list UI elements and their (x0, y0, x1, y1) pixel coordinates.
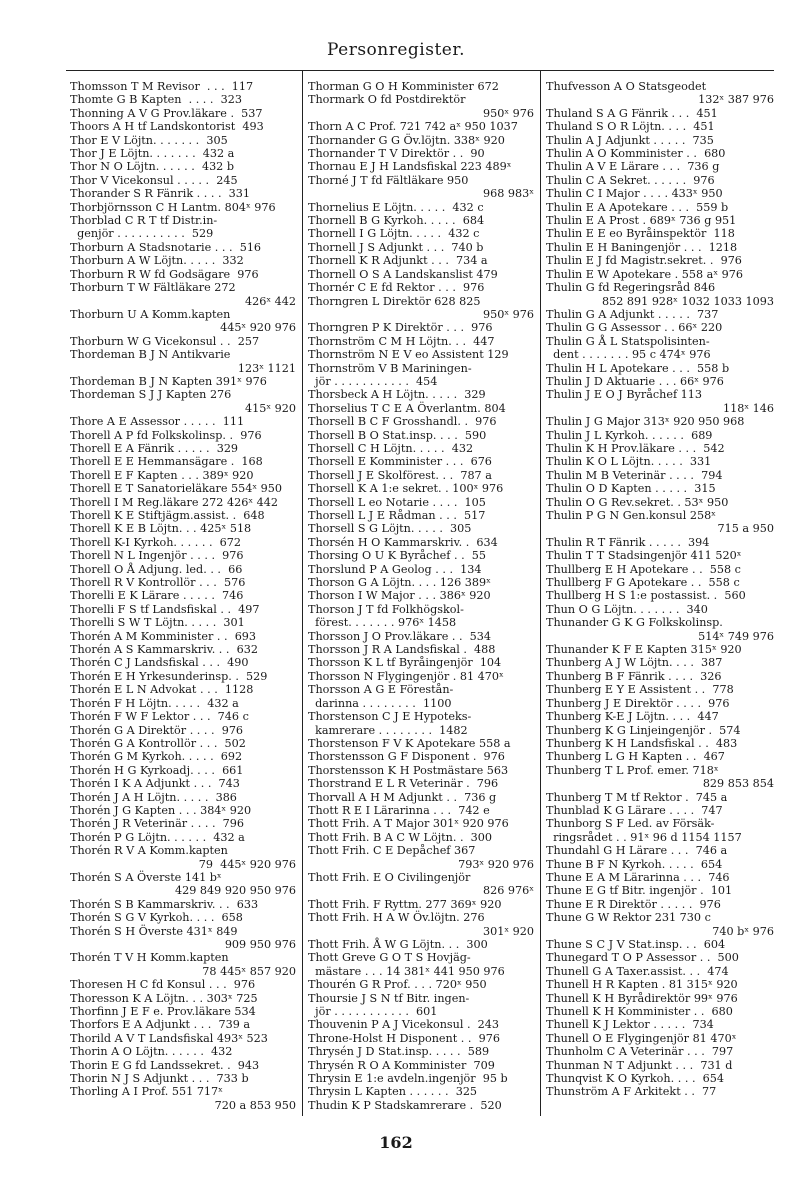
register-entry: Thorén G A Direktör . . . . 976 (70, 723, 244, 737)
register-entry: Thorstenson C J E Hypoteks- (308, 710, 472, 724)
register-entry-continuation: 415ˣ 920 (244, 401, 296, 415)
register-entry-continuation: 78 445ˣ 857 920 (202, 964, 296, 978)
register-entry: Thune S C J V Stat.insp. . . 604 (546, 938, 726, 951)
register-entry: Thorén S G V Kyrkoh. . . . 658 (70, 911, 243, 925)
register-entry: Thulin K O L Löjtn. . . . . 331 (546, 455, 712, 469)
register-entry: Thor E V Löjtn. . . . . . . 305 (70, 133, 228, 147)
register-entry: Thrysin L Kapten . . . . . . 325 (308, 1085, 478, 1099)
register-entry: Thorsson J R A Landsfiskal . 488 (308, 643, 496, 657)
register-entry: Thunberg L G H Kapten . . 467 (546, 750, 725, 764)
register-entry: Thorsing O U K Byråchef . . 55 (308, 549, 486, 563)
register-entry-continuation: 826 976ˣ (482, 884, 534, 898)
register-entry: Thun O G Löjtn. . . . . . . 340 (546, 602, 708, 616)
register-entry: Thorell E F Kapten . . . 389ˣ 920 (70, 468, 254, 482)
register-entry: Thore A E Assessor . . . . . 111 (70, 415, 245, 429)
register-entry: Thorén F H Löjtn. . . . . 432 a (70, 696, 239, 710)
register-entry: Thorsén H O Kammarskriv. . 634 (308, 535, 498, 549)
register-entry: Thorén G A Kontrollör . . . 502 (70, 736, 246, 750)
register-entry: Thorstensson G F Disponent . 976 (308, 750, 505, 764)
register-entry: Thott Frih. C E Depåchef 367 (308, 844, 476, 858)
register-entry: mästare . . . 14 381ˣ 441 950 976 (308, 964, 505, 978)
register-entry: Thorsell L J E Rådman . . . 517 (308, 509, 486, 522)
page-header-title: Personregister. (326, 40, 466, 60)
register-entry: Thorin N J S Adjunkt . . . 733 b (70, 1072, 249, 1086)
register-entry: Thorsson A G E Förestån- (308, 683, 454, 697)
register-entry: Thulin A J Adjunkt . . . . . 735 (546, 133, 714, 147)
register-entry: Thor J E Löjtn. . . . . . . 432 a (70, 147, 235, 161)
register-entry: Thornell B G Kyrkoh. . . . . 684 (308, 214, 485, 228)
register-entry: Thulin R T Fänrik . . . . . 394 (546, 535, 710, 549)
register-entry: Thoursie J S N tf Bitr. ingen- (308, 991, 470, 1005)
register-entry: Thott Frih. B A C W Löjtn. . 300 (308, 830, 493, 844)
register-entry: Thulin E A Apotekare . . . 559 b (546, 200, 729, 214)
register-entry: Thulin E E eo Byråinspektör 118 (546, 227, 735, 241)
register-entry-continuation: 968 983ˣ (482, 187, 534, 201)
register-entry: Thrysén J D Stat.insp. . . . . 589 (308, 1045, 490, 1059)
register-entry: Thorell I M Reg.läkare 272 426ˣ 442 (70, 495, 278, 509)
register-entry: Thornell O S A Landskanslist 479 (308, 267, 498, 281)
register-entry: Thorild A V T Landsfiskal 493ˣ 523 (70, 1031, 268, 1045)
register-entry: Thorin A O Löjtn. . . . . . 432 (70, 1045, 233, 1059)
register-entry: Thuland S A G Fänrik . . . 451 (546, 106, 718, 120)
register-entry: Thorsell C H Löjtn. . . . . 432 (308, 441, 474, 455)
register-entry: Thorén J R Veterinär . . . . 796 (70, 817, 245, 831)
register-entry: Thorell R V Kontrollör . . . 576 (70, 576, 246, 590)
register-entry: Thorelli F S tf Landsfiskal . . 497 (70, 602, 260, 616)
register-entry-continuation: 514ˣ 749 976 (698, 629, 774, 643)
register-entry: Thulin G Å L Statspolisinten- (546, 334, 710, 348)
register-entry: Thorén S A Överste 141 bˣ (70, 870, 222, 884)
register-entry: Thudin K P Stadskamrerare . 520 (308, 1098, 502, 1112)
register-entry: förest. . . . . . . 976ˣ 1458 (308, 616, 457, 630)
register-entry: Thorén S H Överste 431ˣ 849 (70, 924, 238, 938)
register-entry: Thorell K-I Kyrkoh. . . . . . 672 (70, 535, 241, 549)
register-entry: Thulin G A Adjunkt . . . . . 737 (546, 307, 719, 321)
register-entry: Thulin E J fd Magistr.sekret. . 976 (546, 254, 742, 268)
register-entry: Thulin A O Komminister . . 680 (546, 147, 726, 161)
register-entry: Thorling A I Prof. 551 717ˣ (70, 1085, 223, 1099)
register-entry: Thunborg S F Led. av Försäk- (546, 817, 715, 831)
register-entry-continuation: 950ˣ 976 (482, 307, 534, 321)
register-entry: Thufvesson A O Statsgeodet (546, 80, 707, 93)
register-entry: Thulin E W Apotekare . 558 aˣ 976 (546, 267, 743, 281)
register-entry: Thorén F W F Lektor . . . 746 c (70, 710, 249, 724)
register-entry: Thorson G A Löjtn. . . . 126 389ˣ (308, 576, 491, 590)
register-entry: Thorsell S G Löjtn. . . . . 305 (308, 522, 472, 536)
column-divider-1 (302, 70, 303, 1116)
page-number: 162 (379, 1133, 413, 1152)
register-entry: Thouvenin P A J Vicekonsul . 243 (308, 1018, 500, 1032)
register-entry: Thorén G M Kyrkoh. . . . . 692 (70, 750, 243, 764)
register-entry: Throne-Holst H Disponent . . 976 (308, 1031, 500, 1045)
register-entry: Thorell K E B Löjtn. . . 425ˣ 518 (70, 522, 252, 536)
register-entry: Thrysén R O A Komminister 709 (308, 1058, 495, 1072)
register-entry: Thomsson T M Revisor . . . 117 (70, 80, 254, 93)
register-entry: Thunberg A J W Löjtn. . . . 387 (546, 656, 723, 670)
register-entry: Thorén J A H Löjtn. . . . . 386 (70, 790, 237, 804)
register-entry: Thorselius T C E A Överlantm. 804 (308, 401, 506, 415)
register-entry: Thulin M B Veterinär . . . . 794 (546, 468, 723, 482)
register-entry: Thundahl G H Lärare . . . 746 a (546, 844, 728, 858)
register-entry: Thorén E H Yrkesunderinsp. . 529 (70, 669, 268, 683)
register-entry: Thott Greve G O T S Hovjäg- (308, 951, 471, 965)
register-entry: Thor V Vicekonsul . . . . . 245 (70, 173, 238, 187)
register-entry: Thulin C I Major . . . . 433ˣ 950 (546, 187, 723, 201)
register-entry: Thornér C E fd Rektor . . . 976 (308, 281, 485, 295)
register-entry: Thulin T T Stadsingenjör 411 520ˣ (546, 549, 742, 563)
register-entry: Thordeman B J N Antikvarie (70, 348, 231, 362)
register-entry: Thunberg B F Fänrik . . . . 326 (546, 669, 722, 683)
register-entry: kamrerare . . . . . . . . 1482 (308, 723, 468, 737)
register-entry: Thorelli E K Lärare . . . . . 746 (70, 589, 244, 603)
register-entry: Thornström N E V eo Assistent 129 (308, 348, 509, 362)
register-entry: Thordeman B J N Kapten 391ˣ 976 (70, 374, 267, 388)
register-entry: Thorén C J Landsfiskal . . . 490 (70, 656, 249, 670)
register-entry: darinna . . . . . . . . 1100 (308, 696, 452, 710)
register-entry: Thuland S O R Löjtn. . . . 451 (546, 120, 715, 134)
register-entry: Thune B F N Kyrkoh. . . . . 654 (546, 857, 723, 871)
register-entry: Thunell K J Lektor . . . . . 734 (546, 1018, 714, 1032)
register-entry: Thorell K E Stiftjägm.assist. . 648 (70, 509, 265, 522)
register-entry: Thorsell L eo Notarie . . . . 105 (308, 495, 486, 509)
register-entry: Thorelli S W T Löjtn. . . . . 301 (70, 616, 245, 630)
register-entry: Thunholm C A Veterinär . . . 797 (546, 1045, 734, 1059)
register-entry: Thorén E L N Advokat . . . 1128 (70, 683, 254, 697)
register-entry: Thonning A V G Prov.läkare . 537 (70, 106, 263, 120)
register-entry: Thunblad K G Lärare . . . . 747 (546, 803, 723, 817)
register-entry-continuation: 429 849 920 950 976 (175, 884, 296, 898)
register-entry: Thornander T V Direktör . . 90 (308, 147, 485, 161)
column-divider-2 (540, 70, 541, 1116)
register-entry: Thorén I K A Adjunkt . . . 743 (70, 777, 240, 791)
register-entry: Thorn A C Prof. 721 742 aˣ 950 1037 (308, 120, 518, 134)
register-entry: Thorstenson F V K Apotekare 558 a (308, 736, 511, 750)
register-entry: Thorell A P fd Folkskolinsp. . 976 (70, 428, 262, 442)
register-entry: Thornander G G Öv.löjtn. 338ˣ 920 (308, 133, 505, 147)
register-entry-continuation: 852 891 928ˣ 1032 1033 1093 (602, 294, 774, 308)
register-entry: Thulin J G Major 313ˣ 920 950 968 (546, 415, 745, 429)
register-entry: Thorén P G Löjtn. . . . . . 432 a (70, 830, 245, 844)
register-entry: Thornström V B Mariningen- (308, 361, 472, 375)
register-entry: Thunström A F Arkitekt . . 77 (546, 1085, 717, 1099)
register-column-3 (546, 80, 774, 1099)
register-entry: Thorell N L Ingenjör . . . . 976 (70, 549, 244, 563)
register-entry: Thulin J L Kyrkoh. . . . . . 689 (546, 428, 713, 442)
register-entry: genjör . . . . . . . . . . 529 (70, 227, 214, 241)
register-entry: Thormark O fd Postdirektör (308, 93, 466, 107)
register-entry: Thunell H R Kapten . 81 315ˣ 920 (546, 978, 738, 992)
register-entry-continuation: 950ˣ 976 (482, 106, 534, 120)
register-entry: Thorsell B C F Grosshandl. . 976 (308, 415, 497, 429)
register-entry: Thulin A V E Lärare . . . 736 g (546, 160, 720, 174)
register-entry: Thott Frih. Å W G Löjtn. . . 300 (308, 938, 488, 951)
register-entry: Thunegard T O P Assessor . . 500 (546, 951, 739, 965)
register-entry-continuation: 715 a 950 (717, 522, 774, 536)
register-entry: Thornström C M H Löjtn. . . 447 (308, 334, 495, 348)
register-entry: Thott R E I Lärarinna . . . 742 e (308, 803, 490, 817)
register-entry: Thulin O G Rev.sekret. . 53ˣ 950 (546, 495, 729, 509)
register-entry: Thorné J T fd Fältläkare 950 (308, 173, 469, 187)
register-entry-continuation: 301ˣ 920 (482, 924, 534, 938)
register-entry: Thunberg K G Linjeingenjör . 574 (546, 723, 741, 737)
register-entry: Thornelius E Löjtn. . . . . 432 c (308, 200, 484, 214)
register-entry: Thrysin E 1:e avdeln.ingenjör 95 b (308, 1072, 508, 1086)
register-entry: Thorander S R Fänrik . . . . 331 (70, 187, 251, 201)
register-column-1 (70, 80, 296, 1112)
register-entry: Thorsell E Komminister . . . 676 (308, 455, 492, 469)
register-entry: jör . . . . . . . . . . . 601 (308, 1005, 438, 1019)
register-entry: Thune E G tf Bitr. ingenjör . 101 (546, 884, 733, 898)
register-entry: Thornell K R Adjunkt . . . 734 a (308, 254, 488, 268)
register-entry: Thunander K F E Kapten 315ˣ 920 (546, 643, 742, 657)
register-entry: Thunell O E Flygingenjör 81 470ˣ (546, 1031, 737, 1045)
register-entry: Thorngren L Direktör 628 825 (308, 294, 481, 308)
header-rule (66, 70, 774, 71)
register-entry: Thorén R V A Komm.kapten (70, 844, 228, 858)
register-entry: Thorén H G Kyrkoadj. . . . 661 (70, 763, 244, 777)
register-entry: Thott Frih. F Ryttm. 277 369ˣ 920 (308, 897, 502, 911)
register-entry: Thorén S B Kammarskriv. . . 633 (70, 897, 259, 911)
register-entry: Thornell I G Löjtn. . . . . 432 c (308, 227, 480, 241)
register-entry: Thunell K H Byrådirektör 99ˣ 976 (546, 991, 738, 1005)
register-entry: ringsrådet . . 91ˣ 96 d 1154 1157 (546, 830, 742, 844)
register-entry-continuation: 79 445ˣ 920 976 (198, 857, 296, 871)
register-entry-continuation: 132ˣ 387 976 (698, 93, 774, 107)
register-entry: Thorbjörnsson C H Lantm. 804ˣ 976 (70, 200, 276, 214)
register-entry: Thorfors E A Adjunkt . . . 739 a (70, 1018, 251, 1032)
register-entry: Thorburn A W Löjtn. . . . . 332 (70, 254, 244, 268)
register-entry-continuation: 118ˣ 146 (722, 401, 774, 415)
register-entry-continuation: 829 853 854 (702, 777, 774, 791)
register-entry: Thorstrand E L R Veterinär . 796 (308, 777, 499, 791)
register-entry: Thorvall A H M Adjunkt . . 736 g (308, 790, 497, 804)
register-entry: Thorén J G Kapten . . . 384ˣ 920 (70, 803, 252, 817)
register-entry: jör . . . . . . . . . . . 454 (308, 374, 438, 388)
register-entry: Thulin P G N Gen.konsul 258ˣ (546, 509, 716, 522)
register-entry: Thorstensson K H Postmästare 563 (308, 763, 509, 777)
register-entry: Thorell E E Hemmansägare . 168 (70, 455, 263, 469)
register-entry: Thulin E A Prost . 689ˣ 736 g 951 (546, 214, 737, 228)
register-entry-continuation: 123ˣ 1121 (237, 361, 296, 375)
register-entry: Thornell J S Adjunkt . . . 740 b (308, 240, 484, 254)
register-entry: Thulin E H Baningenjör . . . 1218 (546, 240, 738, 254)
register-entry: Thoresson K A Löjtn. . . 303ˣ 725 (70, 991, 258, 1005)
register-entry: Thunberg T L Prof. emer. 718ˣ (546, 763, 719, 777)
register-entry-continuation: 793ˣ 920 976 (458, 857, 534, 871)
register-entry: Thott Frih. H A W Öv.löjtn. 276 (308, 911, 485, 925)
register-entry: Thorburn W G Vicekonsul . . 257 (70, 334, 260, 348)
register-entry: Thorsell K A 1:e sekret. . 100ˣ 976 (308, 482, 504, 496)
register-entry: Thorsson K L tf Byråingenjör 104 (308, 656, 502, 670)
register-entry: Thorburn A Stadsnotarie . . . 516 (70, 240, 262, 254)
register-entry: Thunberg K-E J Löjtn. . . . 447 (546, 710, 719, 724)
register-entry: Thulin K H Prov.läkare . . . 542 (546, 441, 725, 455)
register-column-2 (308, 80, 534, 1112)
register-entry: Thorslund P A Geolog . . . 134 (308, 562, 482, 576)
register-entry: Thunell K H Komminister . . 680 (546, 1005, 733, 1019)
register-entry: Thullberg F G Apotekare . . 558 c (546, 576, 740, 590)
register-entry: Thulin J D Aktuarie . . . 66ˣ 976 (546, 374, 724, 388)
register-entry: Thulin C A Sekret. . . . . . 976 (546, 173, 715, 187)
register-entry: Thorén A S Kammarskriv. . . 632 (70, 643, 258, 657)
register-entry: Thorfinn J E F e. Prov.läkare 534 (70, 1005, 256, 1019)
register-entry-continuation: 720 a 853 950 (214, 1098, 296, 1112)
register-entry: Thorsell B O Stat.insp. . . . 590 (308, 428, 487, 442)
register-entry: Thunell G A Taxer.assist. . . 474 (546, 964, 729, 978)
register-entry: Thor N O Löjtn. . . . . . 432 b (70, 160, 235, 174)
register-entry: Thune G W Rektor 231 730 c (546, 911, 711, 925)
register-entry: Thoors A H tf Landskontorist 493 (70, 120, 264, 134)
register-entry: Thorburn U A Komm.kapten (70, 307, 231, 321)
register-entry: Thullberg E H Apotekare . . 558 c (546, 562, 741, 576)
register-entry: Thorburn R W fd Godsägare 976 (70, 267, 259, 281)
register-entry: Thulin O D Kapten . . . . . 315 (546, 482, 716, 496)
register-entry: Thulin H L Apotekare . . . 558 b (546, 361, 730, 375)
register-entry: Thorin E G fd Landssekret. . 943 (70, 1058, 260, 1072)
register-entry: Thorblad C R T tf Distr.in- (70, 214, 218, 228)
register-entry: Thulin J E O J Byråchef 113 (546, 388, 703, 402)
register-entry-continuation: 445ˣ 920 976 (220, 321, 296, 335)
register-entry: Thott Frih. A T Major 301ˣ 920 976 (308, 817, 509, 831)
register-entry: Thoresen H C fd Konsul . . . 976 (70, 978, 256, 992)
register-entry: Thorson J T fd Folkhögskol- (308, 602, 464, 616)
register-entry: Thunander G K G Folkskolinsp. (546, 616, 723, 630)
register-entry: Thorsbeck A H Löjtn. . . . . 329 (308, 388, 486, 402)
register-entry: Thulin G G Assessor . . 66ˣ 220 (546, 321, 723, 335)
register-entry: Thott Frih. E O Civilingenjör (308, 870, 471, 884)
register-entry: Thorburn T W Fältläkare 272 (70, 281, 236, 295)
register-entry: Thordeman S J J Kapten 276 (70, 388, 232, 402)
register-entry: Thourén G R Prof. . . . 720ˣ 950 (308, 978, 487, 992)
register-entry: Thomte G B Kapten . . . . 323 (70, 93, 242, 107)
register-entry: Thunberg K H Landsfiskal . . 483 (546, 736, 738, 750)
register-entry: Thunman N T Adjunkt . . . 731 d (546, 1058, 733, 1072)
register-entry: Thorsson J O Prov.läkare . . 534 (308, 629, 492, 643)
register-entry: Thullberg H S 1:e postassist. . 560 (546, 589, 746, 603)
register-entry: dent . . . . . . . 95 c 474ˣ 976 (546, 348, 711, 362)
register-entry: Thorsell J E Skolförest. . . 787 a (308, 468, 492, 482)
register-entry: Thune E R Direktör . . . . . 976 (546, 897, 721, 911)
register-entry: Thorell O Å Adjung. led. . . 66 (70, 562, 243, 576)
register-entry: Thorngren P K Direktör . . . 976 (308, 321, 493, 335)
register-entry: Thunberg T M tf Rektor . 745 a (546, 790, 728, 804)
register-entry: Thorén A M Komminister . . 693 (70, 629, 257, 643)
register-entry-continuation: 426ˣ 442 (244, 294, 296, 308)
register-entry: Thorson I W Major . . . 386ˣ 920 (308, 589, 491, 603)
register-entry: Thunqvist K O Kyrkoh. . . . 654 (546, 1072, 724, 1086)
register-entry-continuation: 909 950 976 (224, 938, 296, 951)
register-entry: Thorén T V H Komm.kapten (70, 951, 229, 965)
register-entry: Thorell E T Sanatorieläkare 554ˣ 950 (70, 482, 283, 496)
register-entry: Thornau E J H Landsfiskal 223 489ˣ (308, 160, 512, 174)
register-entry: Thorsson N Flygingenjör . 81 470ˣ (308, 669, 504, 683)
register-entry: Thunberg J E Direktör . . . . 976 (546, 696, 730, 710)
register-entry: Thorman G O H Komminister 672 (308, 80, 499, 93)
register-entry: Thune E A M Lärarinna . . . 746 (546, 870, 730, 884)
register-entry: Thunberg E Y E Assistent . . 778 (546, 683, 734, 697)
register-entry-continuation: 740 bˣ 976 (712, 924, 774, 938)
register-entry: Thulin G fd Regeringsråd 846 (546, 281, 716, 295)
register-entry: Thorell E A Fänrik . . . . . 329 (70, 441, 239, 455)
